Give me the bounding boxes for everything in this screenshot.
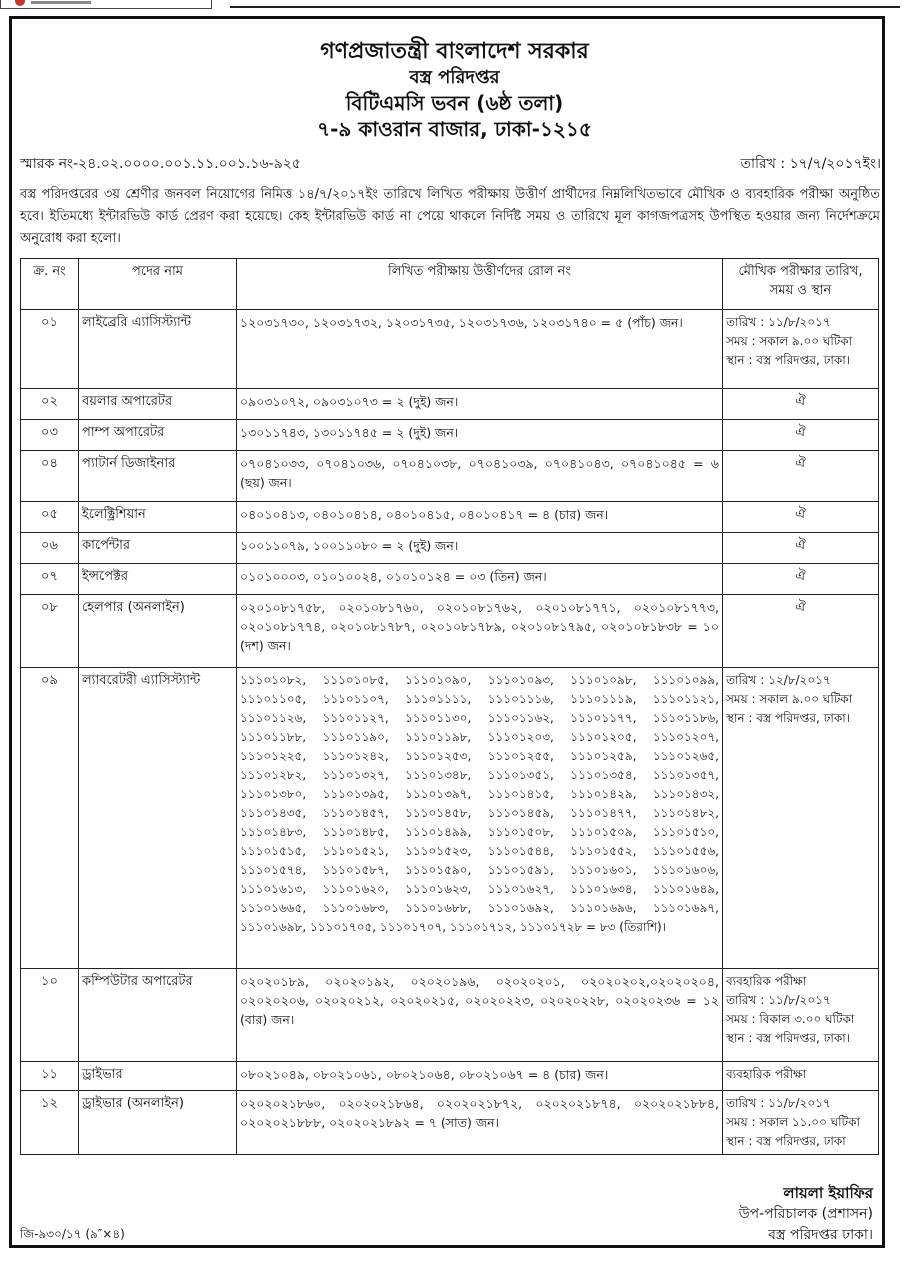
notice-paragraph: বস্ত্র পরিদপ্তরের ৩য় শ্রেণীর জনবল নিয়োগের নিমিত্ত ১৪/৭/২০১৭ইং তারিখে লিখিত পরীক্ষায় উত্তীর্ণ প্রার্থীদের নিম্নলিখিতভাবে মৌখিক ও ব্যবহারিক পরীক্ষা অনুষ্ঠিত হবে। ইতিমধ্যে ইন্টারভিউ কার্ড প্রেরণ করা হয়েছে। কেহ ইন্টারভিউ কার্ড না পেয়ে থাকলে নির্দিষ্ট সময় ও তারিখে মূল কাগজপত্রসহ উপস্থিত হওয়ার জন্য নির্দেশক্রমে অনুরোধ করা হলো। <box>20 187 880 246</box>
table-row <box>21 1062 879 1091</box>
table-row <box>21 969 879 1062</box>
row-schedule <box>723 1062 879 1091</box>
row-post-name: ল্যাবরেটরী এ্যাসিস্ট্যান্ট <box>79 668 237 969</box>
signatory-designation: উপ-পরিচালক (প্রশাসন) <box>738 1206 873 1222</box>
row-serial: ০২ <box>21 389 79 420</box>
schedule-date: তারিখ : ১১/৮/২০১৭ <box>726 315 831 329</box>
row-post-name: কার্পেন্টার <box>79 533 237 564</box>
row-schedule <box>723 969 879 1062</box>
col-header-serial: ক্র. নং <box>21 259 79 310</box>
row-serial: ১১ <box>21 1062 79 1091</box>
signatory-name: লায়লা ইয়াফির <box>783 1184 873 1202</box>
row-serial: ০৭ <box>21 564 79 595</box>
row-post-name: ইলেক্ট্রিশিয়ান <box>79 502 237 533</box>
row-post-name: ড্রাইভার <box>79 1062 237 1091</box>
row-ditto-mark: ঐ <box>723 564 879 595</box>
schedule-exam-type: ব্যবহারিক পরীক্ষা <box>726 974 807 988</box>
row-roll-numbers: ০২০২০২১৮৬০, ০২০২০২১৮৬৪, ০২০২০২১৮৭২, ০২০২০২১৮৭৪, ০২০২০২১৮৮৪, ০২০২০২১৮৮৮, ০২০২০২১৮৯২ = ৭ (সাত) জন। <box>237 1091 723 1155</box>
row-serial: ০১ <box>21 310 79 389</box>
logo-wordmark <box>31 1 91 4</box>
row-roll-numbers: ০৭০৪১০৩৩, ০৭০৪১০৩৬, ০৭০৪১০৩৮, ০৭০৪১০৩৯, ০৭০৪১০৪৩, ০৭০৪১০৪৫ = ৬ (ছয়) জন। <box>237 451 723 502</box>
department-name: বস্ত্র পরিদপ্তর <box>409 67 500 88</box>
notice-date: তারিখ : ১৭/৭/২০১৭ইং। <box>740 156 881 172</box>
table-header-row <box>21 259 879 310</box>
row-roll-numbers: ১০০১১০৭৯, ১০০১১০৮০ = ২ (দুই) জন। <box>237 533 723 564</box>
top-rule <box>230 6 900 8</box>
schedule-venue: স্থান : বস্ত্র পরিদপ্তর, ঢাকা। <box>726 353 851 367</box>
table-row <box>21 595 879 668</box>
row-post-name: কম্পিউটার অপারেটর <box>79 969 237 1062</box>
row-ditto-mark: ঐ <box>723 389 879 420</box>
row-post-name: বয়লার অপারেটর <box>79 389 237 420</box>
row-serial: ০৩ <box>21 420 79 451</box>
table-row <box>21 533 879 564</box>
row-post-name: ড্রাইভার (অনলাইন) <box>79 1091 237 1155</box>
row-roll-numbers: ১২০৩১৭৩০, ১২০৩১৭৩২, ১২০৩১৭৩৫, ১২০৩১৭৩৬, ১২০৩১৭৪০ = ৫ (পাঁচ) জন। <box>237 310 723 389</box>
row-ditto-mark: ঐ <box>723 502 879 533</box>
table-row <box>21 1091 879 1155</box>
row-roll-numbers: ১১১০১০৮২, ১১১০১০৮৫, ১১১০১০৯০, ১১১০১০৯৩, ১১১০১০৯৮, ১১১০১০৯৯, ১১১০১১০৫, ১১১০১১০৭, ১১১০১১১১, ১১১০১১১৬, ১১১০১১১৯, ১১১০১১২১, ১১১০১১২৬, ১১১০১১২৭, ১১১০১১৩০, ১১১০১১৬২, ১১১০১১৭৭, ১১১০১১৮৬, ১১১০১১৮৮, ১১১০১১৯০, ১১১০১১৯৮, ১১১০১২০৩, ১১১০১২০৫, ১১১০১২০৭, ১১১০১২২৫, ১১১০১২৪২, ১১১০১২৫৩, ১১১০১২৫৫, ১১১০১২৫৯, ১১১০১২৬৫, ১১১০১২৮২, ১১১০১৩২৭, ১১১০১৩৪৮, ১১১০১৩৫১, ১১১০১৩৫৪, ১১১০১৩৫৭, ১১১০১৩৮০, ১১১০১৩৯৫, ১১১০১৩৯৭, ১১১০১৪১৫, ১১১০১৪২৯, ১১১০১৪৩২, ১১১০১৪৩৫, ১১১০১৪৫৭, ১১১০১৪৫৮, ১১১০১৪৫৯, ১১১০১৪৭৭, ১১১০১৪৮২, ১১১০১৪৮৩, ১১১০১৪৮৫, ১১১০১৪৯৯, ১১১০১৫০৮, ১১১০১৫০৯, ১১১০১৫১০, ১১১০১৫১৫, ১১১০১৫২১, ১১১০১৫২৩, ১১১০১৫৪৪, ১১১০১৫৫২, ১১১০১৫৫৬, ১১১০১৫৭৪, ১১১০১৫৮৭, ১১১০১৫৯০, ১১১০১৫৯১, ১১১০১৬০১, ১১১০১৬০৬, ১১১০১৬১৩, ১১১০১৬২০, ১১১০১৬২৩, ১১১০১৬২৭, ১১১০১৬৩৪, ১১১০১৬৪৯, ১১১০১৬৬৫, ১১১০১৬৮৩, ১১১০১৬৮৮, ১১১০১৬৯২, ১১১০১৬৯৬, ১১১০১৬৯৭, ১১১০১৬৯৮, ১১১০১৭০৫, ১১১০১৭০৭, ১১১০১৭১২, ১১১০১৭২৮ = ৮৩ (তিরাশি)। <box>237 668 723 969</box>
row-ditto-mark: ঐ <box>723 420 879 451</box>
table-row <box>21 668 879 969</box>
row-post-name: প্যাটার্ন ডিজাইনার <box>79 451 237 502</box>
print-code: জি-৯৩০/১৭ (৯″×৪) <box>20 1227 125 1241</box>
signature-block <box>739 1183 873 1246</box>
memo-number: স্মারক নং-২৪.০২.০০০০.০০১.১১.০০১.১৬-৯২৫ <box>20 156 301 172</box>
row-roll-numbers: ০১০১০০০৩, ০১০১০০২৪, ০১০১০১২৪ = ০৩ (তিন) জন। <box>237 564 723 595</box>
govt-title: গণপ্রজাতন্ত্রী বাংলাদেশ সরকার <box>320 39 589 64</box>
table-row <box>21 564 879 595</box>
col-header-post: পদের নাম <box>79 259 237 310</box>
row-roll-numbers: ০২০১০৮১৭৫৮, ০২০১০৮১৭৬০, ০২০১০৮১৭৬২, ০২০১০৮১৭৭১, ০২০১০৮১৭৭৩, ০২০১০৮১৭৭৪, ০২০১০৮১৭৮৭, ০২০১০৮১৭৮৯, ০২০১০৮১৭৯৫, ০২০১০৮১৮৩৮ = ১০ (দশ) জন। <box>237 595 723 668</box>
row-serial: ০৪ <box>21 451 79 502</box>
office-address: ৭-৯ কাওরান বাজার, ঢাকা-১২১৫ <box>317 117 592 141</box>
row-roll-numbers: ০৮০২১০৪৯, ০৮০২১০৬১, ০৮০২১০৬৪, ০৮০২১০৬৭ = ৪ (চার) জন। <box>237 1062 723 1091</box>
table-row <box>21 310 879 389</box>
row-ditto-mark: ঐ <box>723 451 879 502</box>
row-schedule <box>723 668 879 969</box>
table-row <box>21 451 879 502</box>
building-name: বিটিএমসি ভবন (৬ষ্ঠ তলা) <box>345 91 564 115</box>
schedule-venue: স্থান : বস্ত্র পরিদপ্তর, ঢাকা। <box>726 711 851 725</box>
exam-schedule-table <box>20 258 879 1155</box>
row-ditto-mark: ঐ <box>723 533 879 564</box>
row-serial: ০৬ <box>21 533 79 564</box>
schedule-time: সময় : বিকাল ৩.০০ ঘটিকা <box>726 1012 855 1026</box>
table-row <box>21 502 879 533</box>
schedule-venue: স্থান : বস্ত্র পরিদপ্তর, ঢাকা। <box>726 1031 851 1045</box>
row-schedule <box>723 310 879 389</box>
schedule-time: সময় : সকাল ৯.০০ ঘটিকা <box>726 334 853 348</box>
schedule-time: সময় : সকাল ১১.০০ ঘটিকা <box>726 1115 860 1129</box>
top-strip <box>0 0 909 12</box>
row-schedule <box>723 1091 879 1155</box>
row-roll-numbers: ১৩০১১৭৪৩, ১৩০১১৭৪৫ = ২ (দুই) জন। <box>237 420 723 451</box>
schedule-venue: স্থান : বস্ত্র পরিদপ্তর, ঢাকা <box>726 1134 846 1148</box>
masthead-logo-box <box>0 0 212 9</box>
col-header-schedule: মৌখিক পরীক্ষার তারিখ, সময় ও স্থান <box>723 259 879 310</box>
table-row <box>21 389 879 420</box>
col-header-rolls: লিখিত পরীক্ষায় উত্তীর্ণদের রোল নং <box>237 259 723 310</box>
schedule-date: তারিখ : ১২/৮/২০১৭ <box>726 673 831 687</box>
row-post-name: হেলপার (অনলাইন) <box>79 595 237 668</box>
row-serial: ০৯ <box>21 668 79 969</box>
row-ditto-mark: ঐ <box>723 595 879 668</box>
signatory-office: বস্ত্র পরিদপ্তর ঢাকা। <box>768 1227 873 1243</box>
row-roll-numbers: ০৯০৩১০৭২, ০৯০৩১০৭৩ = ২ (দুই) জন। <box>237 389 723 420</box>
schedule-exam-type: ব্যবহারিক পরীক্ষা <box>726 1067 807 1081</box>
logo-icon <box>15 0 25 6</box>
row-post-name: ইন্সপেক্টর <box>79 564 237 595</box>
row-serial: ০৮ <box>21 595 79 668</box>
row-serial: ১২ <box>21 1091 79 1155</box>
row-serial: ০৫ <box>21 502 79 533</box>
row-roll-numbers: ০২০২০১৮৯, ০২০২০১৯২, ০২০২০১৯৬, ০২০২০২০১, ০২০২০২০২,০২০২০২০৪, ০২০২০২০৬, ০২০২০২১২, ০২০২০২১৫, ০২০২০২২৩, ০২০২০২২৮, ০২০২০২৩৬ = ১২ (বার) জন। <box>237 969 723 1062</box>
schedule-date: তারিখ : ১১/৮/২০১৭ <box>726 1096 831 1110</box>
table-row <box>21 420 879 451</box>
row-roll-numbers: ০৪০১০৪১৩, ০৪০১০৪১৪, ০৪০১০৪১৫, ০৪০১০৪১৭ = ৪ (চার) জন। <box>237 502 723 533</box>
schedule-time: সময় : সকাল ৯.০০ ঘটিকা <box>726 692 853 706</box>
schedule-date: তারিখ : ১১/৮/২০১৭ <box>726 993 831 1007</box>
row-post-name: পাম্প অপারেটর <box>79 420 237 451</box>
row-post-name: লাইব্রেরি এ্যাসিস্ট্যান্ট <box>79 310 237 389</box>
row-serial: ১০ <box>21 969 79 1062</box>
